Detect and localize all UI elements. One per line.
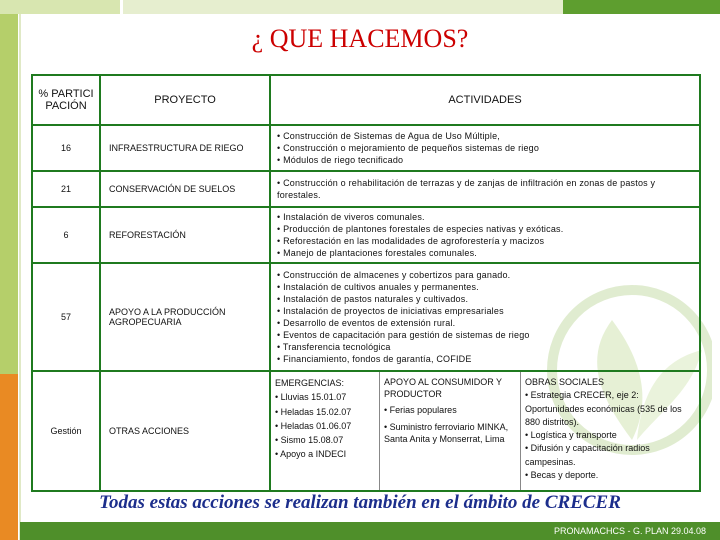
- obras-heading: OBRAS SOCIALES: [525, 377, 605, 387]
- activity-item: • Producción de plantones forestales de especies nativas y exóticas.: [277, 223, 693, 235]
- apoyo-heading: APOYO AL CONSUMIDOR Y PRODUCTOR: [384, 377, 502, 399]
- table-row: [32, 207, 700, 263]
- activity-item: • Transferencia tecnológica: [277, 341, 693, 353]
- activity-item: • Reforestación en las modalidades de agroforestería y macizos: [277, 235, 693, 247]
- page-title: ¿ QUE HACEMOS?: [251, 24, 469, 53]
- row-project: REFORESTACIÓN: [100, 207, 270, 263]
- activity-item: • Construcción de Sistemas de Agua de Uso Múltiple,: [277, 130, 693, 142]
- apoyo-item: • Ferias populares: [384, 403, 516, 417]
- row-pct: Gestión: [32, 371, 100, 491]
- row-pct: 16: [32, 125, 100, 171]
- emergencias-block: [271, 372, 379, 490]
- obras-block: [521, 372, 699, 490]
- emergencia-item: • Heladas 01.06.07: [275, 419, 375, 433]
- activity-item: • Instalación de pastos naturales y cultivados.: [277, 293, 693, 305]
- emergencia-item: • Apoyo a INDECI: [275, 447, 375, 461]
- activity-item: • Instalación de viveros comunales.: [277, 211, 693, 223]
- row-project: INFRAESTRUCTURA DE RIEGO: [100, 125, 270, 171]
- obras-item: • Difusión y capacitación radios campesinas.: [525, 442, 695, 469]
- table-row: [32, 171, 700, 207]
- activity-item: • Manejo de plantaciones forestales comunales.: [277, 247, 693, 259]
- table-header-row: [32, 75, 700, 125]
- activity-item: • Módulos de riego tecnificado: [277, 154, 693, 166]
- top-decor-bar: [0, 0, 720, 14]
- obras-item: • Logística y transporte: [525, 429, 695, 442]
- table-row: [32, 263, 700, 371]
- emergencia-item: • Lluvias 15.01.07: [275, 390, 375, 404]
- emergencias-heading: EMERGENCIAS:: [275, 378, 345, 388]
- row-pct: 6: [32, 207, 100, 263]
- footer-note: Todas estas acciones se realizan también en el ámbito de CRECER: [99, 492, 621, 513]
- row-project: OTRAS ACCIONES: [100, 371, 270, 491]
- left-decor-column: [0, 0, 18, 540]
- obras-item: • Becas y deporte.: [525, 469, 695, 482]
- header-participation: % PARTICI PACIÓN: [32, 75, 100, 125]
- activity-item: • Instalación de cultivos anuales y permanentes.: [277, 281, 693, 293]
- emergencia-item: • Heladas 15.02.07: [275, 405, 375, 419]
- table-row-gestion: [32, 371, 700, 491]
- activity-item: • Instalación de proyectos de iniciativas empresariales: [277, 305, 693, 317]
- row-activities: [270, 207, 700, 263]
- header-activities: ACTIVIDADES: [270, 75, 700, 125]
- obras-item: • Estrategia CRECER, eje 2: Oportunidades económicas (535 de los 880 distritos).: [525, 389, 695, 429]
- emergencia-item: • Sismo 15.08.07: [275, 433, 375, 447]
- activity-item: • Construcción o rehabilitación de terrazas y de zanjas de infiltración en zonas de pastos y forestales.: [277, 177, 693, 201]
- activity-item: • Construcción o mejoramiento de pequeños sistemas de riego: [277, 142, 693, 154]
- row-pct: 21: [32, 171, 100, 207]
- row-pct: 57: [32, 263, 100, 371]
- apoyo-block: [379, 372, 521, 490]
- activity-item: • Construcción de almacenes y cobertizos para ganado.: [277, 269, 693, 281]
- row-project: CONSERVACIÓN DE SUELOS: [100, 171, 270, 207]
- row-activities: [270, 263, 700, 371]
- decor-line: [19, 14, 21, 540]
- activity-item: • Financiamiento, fondos de garantía, COFIDE: [277, 353, 693, 365]
- credit-text: PRONAMACHCS - G. PLAN 29.04.08: [553, 526, 706, 536]
- row-project: APOYO A LA PRODUCCIÓN AGROPECUARIA: [100, 263, 270, 371]
- row-activities: [270, 371, 700, 491]
- activity-item: • Desarrollo de eventos de extensión rural.: [277, 317, 693, 329]
- row-activities: [270, 125, 700, 171]
- apoyo-item: • Suministro ferroviario MINKA, Santa Anita y Monserrat, Lima: [384, 421, 516, 445]
- row-activities: [270, 171, 700, 207]
- table-row: [32, 125, 700, 171]
- activities-table: [31, 74, 701, 492]
- header-project: PROYECTO: [100, 75, 270, 125]
- activity-item: • Eventos de capacitación para gestión de sistemas de riego: [277, 329, 693, 341]
